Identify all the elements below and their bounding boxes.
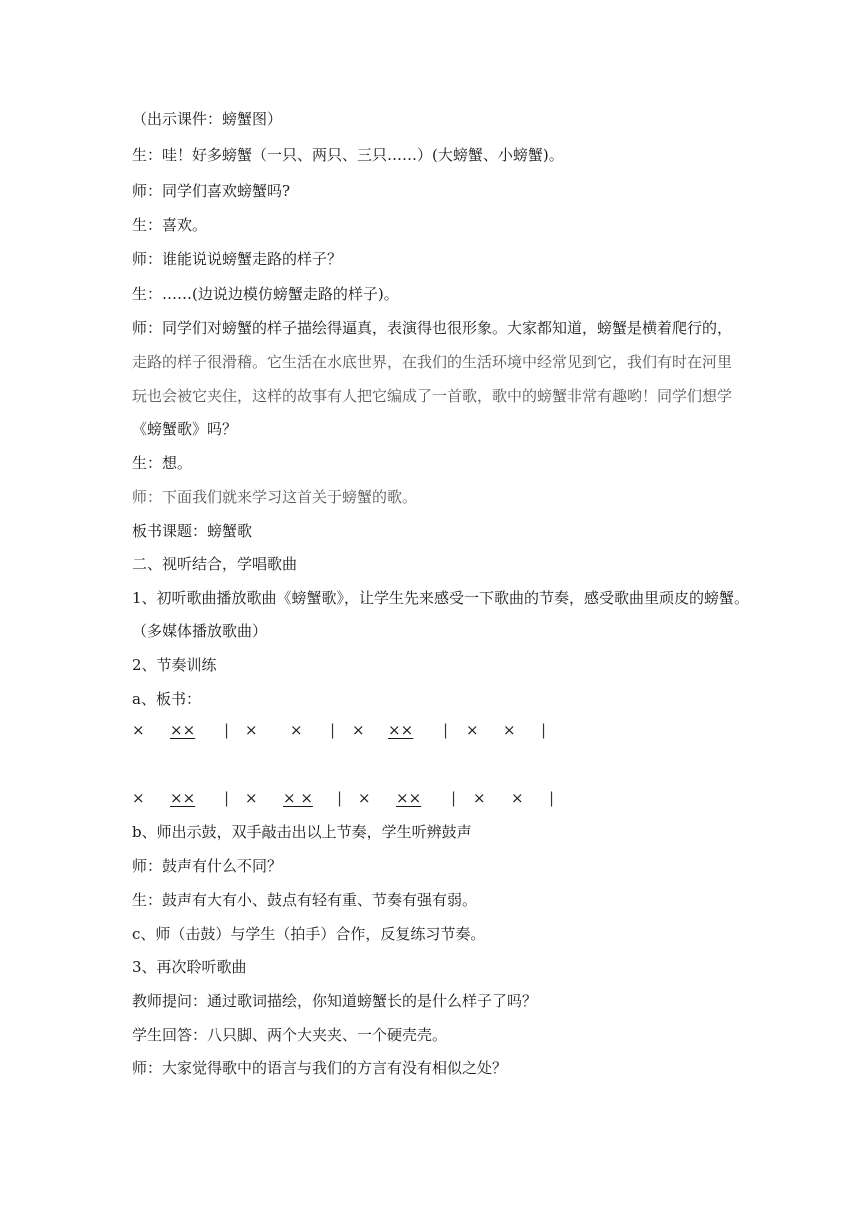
bar-line: |: [224, 789, 230, 807]
bar-line: |: [443, 721, 449, 739]
text-line: 师：同学们喜欢螃蟹吗?: [132, 182, 291, 200]
beat-mark: ×: [245, 789, 258, 807]
text-line: 生：哇！好多螃蟹（一只、两只、三只……）(大螃蟹、小螃蟹)。: [132, 146, 564, 164]
text-line: 3、再次聆听歌曲: [132, 958, 247, 976]
beat-mark: × ×: [283, 789, 313, 807]
text-line: b、师出示鼓，双手敲击出以上节奏，学生听辨鼓声: [132, 823, 472, 841]
text-line: 1、初听歌曲播放歌曲《螃蟹歌》，让学生先来感受一下歌曲的节奏，感受歌曲里顽皮的螃蟹。: [132, 589, 750, 607]
beat-mark: ×: [290, 721, 303, 739]
text-line: 生：鼓声有大有小、鼓点有轻有重、节奏有强有弱。: [132, 891, 478, 909]
bar-line: |: [451, 789, 457, 807]
beat-mark: ×: [132, 789, 145, 807]
bar-line: |: [549, 789, 555, 807]
beat-mark: ××: [170, 789, 196, 807]
text-line: 师：谁能说说螃蟹走路的样子？: [132, 250, 343, 268]
beat-mark: ×: [358, 789, 371, 807]
bar-line: |: [337, 789, 343, 807]
text-line: 师：鼓声有什么不同？: [132, 857, 283, 875]
text-line: 玩也会被它夹住，这样的故事有人把它编成了一首歌，歌中的螃蟹非常有趣哟！同学们想学: [132, 387, 733, 405]
text-line: 《螃蟹歌》吗？: [132, 420, 238, 438]
beat-mark: ×: [245, 721, 258, 739]
text-line: 板书课题：螃蟹歌: [132, 522, 253, 540]
text-line: 生：想。: [132, 454, 193, 472]
bar-line: |: [330, 721, 336, 739]
beat-mark: ×: [352, 721, 365, 739]
section-heading: 二、视听结合，学唱歌曲: [132, 555, 298, 573]
beat-mark: ××: [388, 721, 414, 739]
text-line: a、板书：: [132, 690, 201, 708]
text-line: （出示课件：螃蟹图）: [132, 110, 283, 128]
beat-mark: ××: [170, 721, 196, 739]
bar-line: |: [541, 721, 547, 739]
text-line: 生：……(边说边模仿螃蟹走路的样子)。: [132, 285, 399, 303]
text-line: c、师（击鼓）与学生（拍手）合作，反复练习节奏。: [132, 925, 486, 943]
text-line: （多媒体播放歌曲）: [132, 622, 268, 640]
text-line: 2、节奏训练: [132, 656, 217, 674]
beat-mark: ×: [466, 721, 479, 739]
rhythm-row: [0, 720, 860, 742]
rhythm-row: [0, 788, 860, 810]
beat-mark: ×: [473, 789, 486, 807]
beat-mark: ××: [396, 789, 422, 807]
text-line: 生：喜欢。: [132, 216, 208, 234]
text-line: 走路的样子很滑稽。它生活在水底世界，在我们的生活环境中经常见到它，我们有时在河里: [132, 353, 733, 371]
text-line: 师：下面我们就来学习这首关于螃蟹的歌。: [132, 488, 418, 506]
text-line: 师：大家觉得歌中的语言与我们的方言有没有相似之处？: [132, 1059, 508, 1077]
text-line: 教师提问：通过歌词描绘，你知道螃蟹长的是什么样子了吗？: [132, 992, 538, 1010]
beat-mark: ×: [503, 721, 516, 739]
bar-line: |: [224, 721, 230, 739]
beat-mark: ×: [511, 789, 524, 807]
text-line: 师：同学们对螃蟹的样子描绘得逼真，表演得也很形象。大家都知道，螃蟹是横着爬行的，: [132, 319, 733, 337]
beat-mark: ×: [132, 721, 145, 739]
text-line: 学生回答：八只脚、两个大夹夹、一个硬壳壳。: [132, 1026, 448, 1044]
